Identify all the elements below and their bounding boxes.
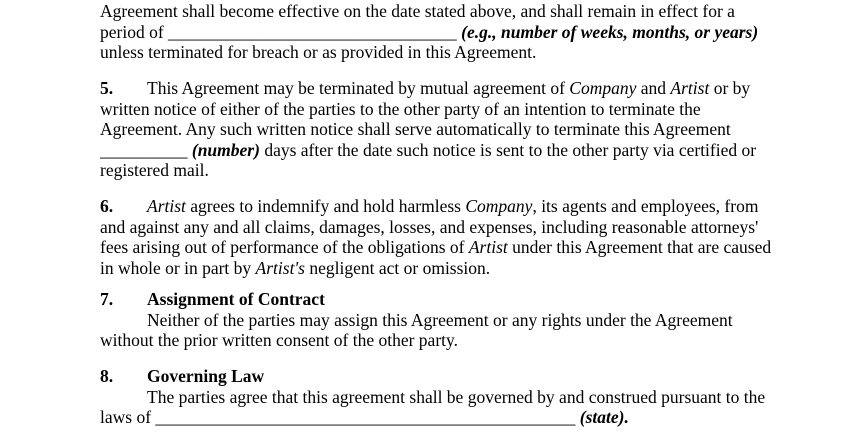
- company-term: Company: [465, 196, 533, 216]
- company-term: Company: [569, 78, 637, 98]
- notice-days-hint: (number): [187, 139, 260, 160]
- section-6-line-4-end: negligent act or omission.: [304, 257, 491, 278]
- section-7-line-1: Neither of the parties may assign this Agreement or any rights under the Agreement: [147, 309, 733, 330]
- term-line-2-text: period of: [100, 21, 169, 42]
- section-6-line-3-text: fees arising out of performance of the obligations of: [100, 237, 469, 258]
- notice-days-blank[interactable]: __________: [100, 139, 188, 160]
- term-period-blank[interactable]: _________________________________: [168, 21, 457, 42]
- section-5-line-2: written notice of either of the parties to the other party of an intention to terminate the: [100, 98, 701, 119]
- artist-term: Artist: [468, 237, 508, 258]
- section-5-text: This Agreement may be terminated by mutual agreement of: [147, 78, 570, 98]
- term-line-2: [100, 22, 760, 43]
- section-5-text-end: or by: [709, 78, 751, 98]
- artist-term: Artist: [670, 78, 710, 98]
- section-5: [100, 78, 760, 181]
- term-paragraph: [100, 1, 760, 63]
- section-7-heading-line: [100, 289, 760, 310]
- section-5-line-1: [100, 78, 760, 99]
- section-8-line-2-text: laws of: [100, 407, 156, 428]
- section-5-line-4-text: days after the date such notice is sent to the other party via certified or: [259, 139, 757, 160]
- section-6-line-1: [100, 196, 760, 217]
- section-5-number: 5.: [100, 78, 114, 98]
- section-5-line-5: registered mail.: [100, 160, 209, 181]
- section-6-text: agrees to indemnify and hold harmless: [185, 196, 466, 216]
- section-6: [100, 196, 772, 278]
- section-8-line-1: The parties agree that this agreement shall be governed by and construed pursuant to the: [147, 386, 766, 407]
- artist-possessive-term: Artist's: [255, 257, 305, 278]
- term-line-1: Agreement shall become effective on the date stated above, and shall remain in effect for a: [100, 1, 735, 21]
- section-6-line-4-text: in whole or in part by: [100, 257, 256, 278]
- section-6-line-3: [100, 237, 772, 258]
- section-6-text-end: , its agents and employees, from: [532, 196, 759, 216]
- section-5-line-4: [100, 140, 760, 161]
- section-5-line-3: Agreement. Any such written notice shall serve automatically to terminate this Agreement: [100, 119, 731, 140]
- section-7-heading: Assignment of Contract: [147, 289, 325, 309]
- governing-state-hint: (state).: [575, 407, 629, 428]
- section-7-line-2: without the prior written consent of the other party.: [100, 330, 459, 351]
- section-8-line-2: [100, 407, 760, 428]
- section-7-number: 7.: [100, 289, 114, 309]
- section-6-line-3-end: under this Agreement that are caused: [507, 237, 772, 258]
- section-6-line-2: and against any and all claims, damages, losses, and expenses, including reasonable attorneys': [100, 216, 759, 237]
- section-6-line-4: [100, 258, 760, 279]
- section-8-number: 8.: [100, 366, 114, 386]
- section-7: [100, 289, 760, 351]
- section-8-heading: Governing Law: [147, 366, 265, 386]
- section-6-number: 6.: [100, 196, 114, 216]
- artist-term: Artist: [147, 196, 186, 216]
- term-line-3: unless terminated for breach or as provided in this Agreement.: [100, 42, 537, 63]
- section-8: [100, 366, 766, 428]
- section-8-heading-line: [100, 366, 760, 387]
- term-period-hint: (e.g., number of weeks, months, or years): [456, 21, 759, 42]
- governing-state-blank[interactable]: ________________________________________________: [155, 407, 576, 428]
- section-5-conj: and: [636, 78, 671, 98]
